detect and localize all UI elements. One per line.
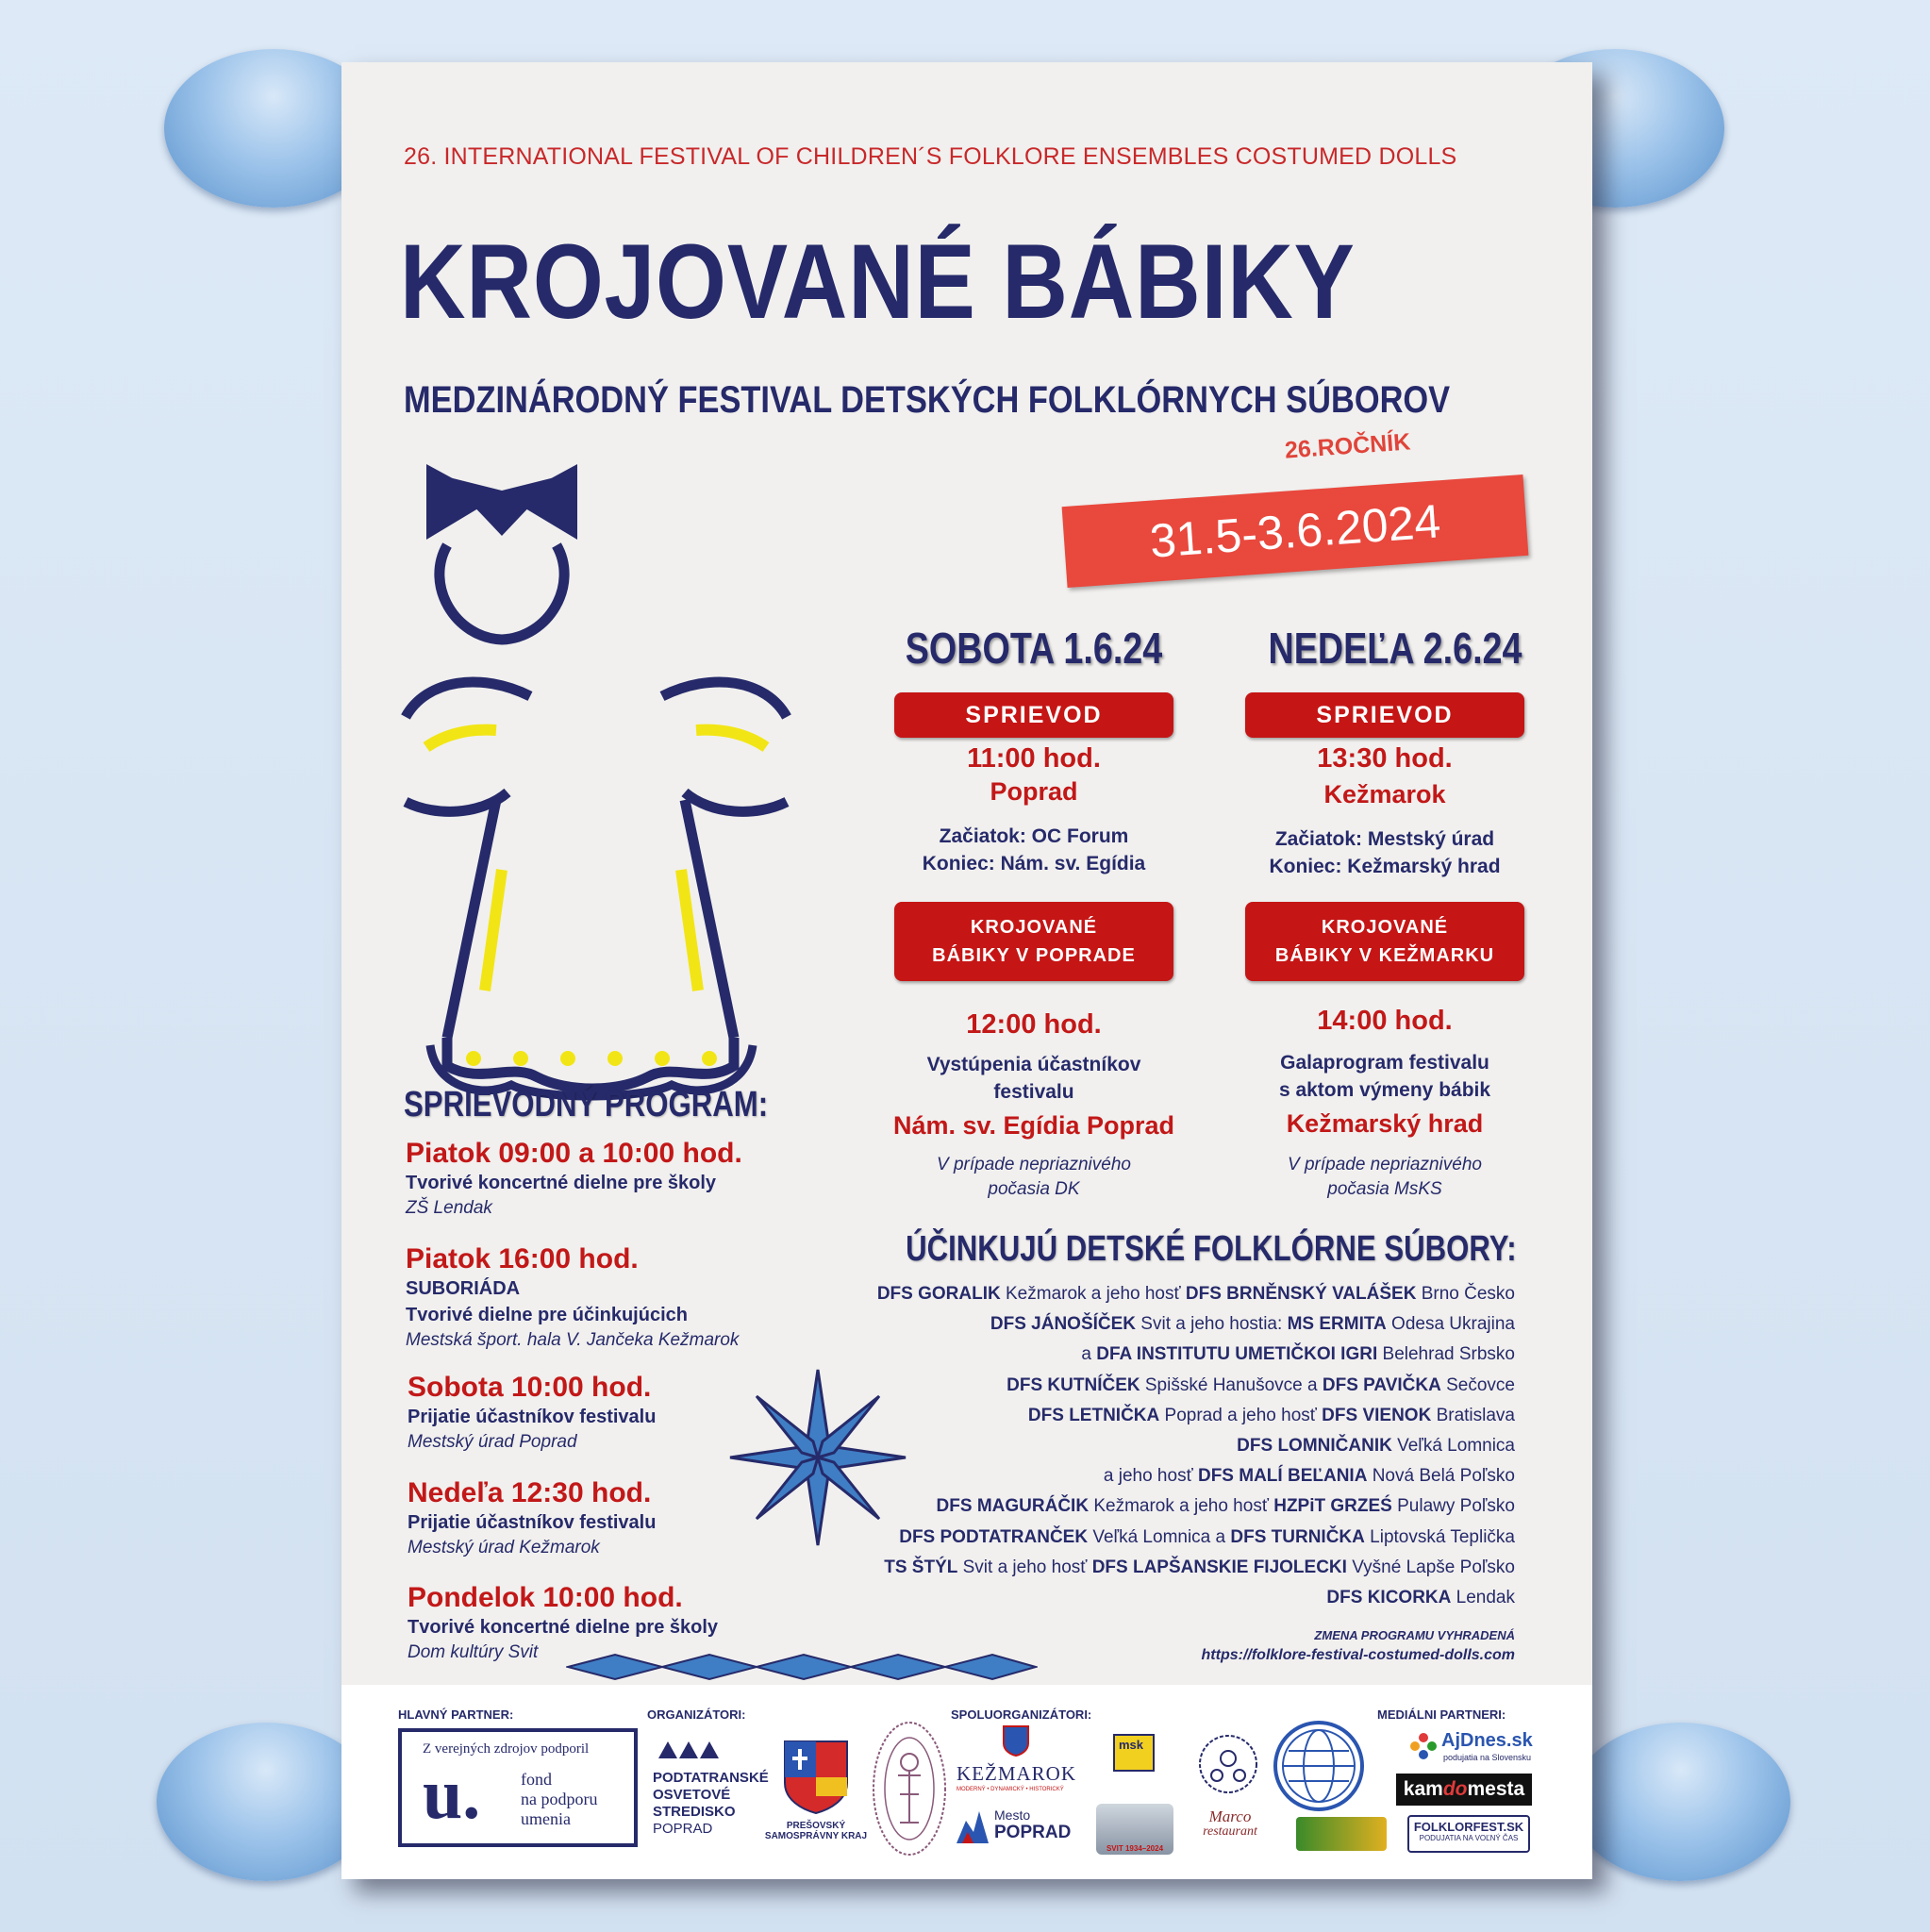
ensemble-name: MS ERMITA (1287, 1314, 1387, 1335)
poprad-logo-mark (955, 1807, 990, 1845)
poster-title: KROJOVANÉ BÁBIKY (400, 223, 1356, 341)
folklorfest-name: FOLKLORFEST.SK (1413, 1820, 1524, 1834)
ensemble-line (877, 1340, 1515, 1370)
event-label-line-1: KROJOVANÉ (970, 917, 1098, 938)
svit-logo (1096, 1804, 1173, 1855)
media-partners-label: MEDIÁLNI PARTNERI: (1377, 1707, 1506, 1722)
ensemble-detail: Spišské Hanušovce a (1140, 1374, 1323, 1395)
presov-region-crest (783, 1740, 849, 1815)
pos-line-1: PODTATRANSKÉ (653, 1770, 769, 1786)
partners-strip (341, 1685, 1592, 1879)
fund-logo (398, 1728, 638, 1847)
ensemble-name: DFS JÁNOŠÍČEK (990, 1314, 1137, 1335)
ensemble-detail: Liptovská Teplička (1364, 1526, 1515, 1547)
parade-label-sunday: SPRIEVOD (1245, 692, 1524, 738)
ensemble-detail: Svit a jeho hosť (957, 1557, 1092, 1577)
ensemble-name: DFS BRNĚNSKÝ VALÁŠEK (1185, 1284, 1417, 1304)
fund-name-3: umenia (521, 1809, 571, 1828)
poprad-mesto-label: Mesto (994, 1807, 1031, 1823)
ensembles-heading: ÚČINKUJÚ DETSKÉ FOLKLÓRNE SÚBORY: (906, 1229, 1517, 1269)
ensemble-detail: Lendak (1451, 1588, 1515, 1608)
folklore-seal-logo (870, 1719, 949, 1858)
side-program-place: ZŠ Lendak (406, 1198, 492, 1218)
side-program-text: Tvorivé koncertné dielne pre školy (406, 1173, 717, 1193)
weather-note-sunday-2: počasia MsKS (1327, 1179, 1442, 1199)
side-program-text: Prijatie účastníkov festivalu (408, 1407, 657, 1427)
kezmarok-tagline: MODERNÝ • DYNAMICKÝ • HISTORICKÝ (957, 1787, 1064, 1792)
event-desc-sunday-1: Galaprogram festivalu (1280, 1052, 1489, 1074)
poprad-name: POPRAD (994, 1823, 1072, 1842)
ensembles-list (877, 1279, 1515, 1613)
ensemble-detail: Svit a jeho hostia: (1136, 1314, 1288, 1335)
ensemble-name: DFS KUTNÍČEK (1007, 1374, 1140, 1395)
side-program-time: Piatok 09:00 a 10:00 hod. (406, 1138, 742, 1169)
diamond-border (566, 1653, 1038, 1681)
fund-name-1: fond (521, 1770, 552, 1789)
ajdnes-logo: AjDnes.sk (1441, 1730, 1533, 1751)
ensemble-name: DFS LETNIČKA (1027, 1405, 1160, 1425)
marco-name: Marco (1208, 1807, 1252, 1825)
event-place-saturday: Nám. sv. Egídia Poprad (892, 1111, 1175, 1140)
ensemble-detail: Kežmarok a jeho hosť (1089, 1496, 1274, 1517)
ensemble-name: DFS LAPŠANSKIE FIJOLECKI (1091, 1557, 1347, 1577)
pos-line-2: OSVETOVÉ (653, 1787, 731, 1803)
pos-line-3: STREDISKO (653, 1804, 736, 1820)
ensemble-line (877, 1309, 1515, 1340)
spinning-top-logo (1189, 1724, 1268, 1804)
ensemble-name: DFA INSTITUTU UMETIČKOI IGRI (1096, 1344, 1378, 1365)
parade-start-sunday: Začiatok: Mestský úrad (1274, 828, 1495, 850)
side-program-time: Nedeľa 12:30 hod. (408, 1477, 652, 1508)
ensemble-detail: a (1081, 1344, 1097, 1365)
msk-logo (1113, 1734, 1155, 1772)
side-program-item (408, 1372, 656, 1455)
fund-letter: u. (423, 1755, 481, 1834)
festival-dates: 31.5-3.6.2024 (1062, 475, 1529, 588)
side-program-text: Prijatie účastníkov festivalu (408, 1512, 657, 1533)
event-label-line-2: BÁBIKY V KEŽMARKU (1274, 945, 1495, 966)
side-program-item (406, 1243, 739, 1353)
ensemble-name: DFS VIENOK (1322, 1405, 1432, 1425)
ensemble-name: DFS PAVIČKA (1322, 1374, 1441, 1395)
ensemble-detail: Belehrad Srbsko (1377, 1344, 1515, 1365)
weather-note-sunday-1: V prípade nepriaznivého (1288, 1155, 1482, 1174)
kam-text-3: mesta (1467, 1778, 1525, 1800)
parade-end-saturday: Koniec: Nám. sv. Egídia (922, 853, 1146, 874)
side-program-heading: SPRIEVODNÝ PROGRAM: (404, 1085, 769, 1124)
ensemble-name: DFS LOMNIČANIK (1237, 1436, 1392, 1457)
side-program-place: Dom kultúry Svit (408, 1642, 539, 1662)
ensemble-detail: Brno Česko (1416, 1284, 1515, 1304)
doll-hem (447, 1038, 734, 1089)
day-heading-sunday: NEDEĽA 2.6.24 (1268, 624, 1522, 673)
event-desc-sunday-2: s aktom výmeny bábik (1278, 1079, 1491, 1101)
day-heading-saturday: SOBOTA 1.6.24 (905, 624, 1163, 673)
side-program-text-2: Tvorivé dielne pre účinkujúcich (406, 1305, 688, 1325)
parade-time-sunday: 13:30 hod. (1317, 743, 1453, 774)
event-label-line-1: KROJOVANÉ (1321, 917, 1449, 938)
svit-years: SVIT 1934–2024 (1106, 1844, 1164, 1853)
side-program-time: Sobota 10:00 hod. (408, 1372, 652, 1403)
event-time-sunday: 14:00 hod. (1317, 1006, 1453, 1036)
folklorfest-logo (1407, 1815, 1530, 1853)
side-program-text: Tvorivé koncertné dielne pre školy (408, 1617, 719, 1638)
pos-logo-text (653, 1770, 769, 1838)
weather-note-saturday-2: počasia DK (988, 1179, 1080, 1199)
weather-note-saturday-1: V prípade nepriaznivého (937, 1155, 1131, 1174)
english-title-line: 26. INTERNATIONAL FESTIVAL OF CHILDREN´S FOLKLORE ENSEMBLES COSTUMED DOLLS (404, 143, 1457, 170)
fund-name-2: na podporu (521, 1790, 598, 1808)
pos-line-4: POPRAD (653, 1821, 713, 1837)
festival-url[interactable]: https://folklore-festival-costumed-dolls.com (1201, 1647, 1515, 1663)
folklorfest-sub: PODUJATIA NA VOĽNÝ ČAS (1419, 1834, 1519, 1842)
ajdnes-logo-mark (1409, 1732, 1438, 1760)
event-place-sunday: Kežmarský hrad (1286, 1109, 1484, 1138)
ensemble-detail: Veľká Lomnica a (1088, 1526, 1231, 1547)
ensemble-line (877, 1461, 1515, 1491)
msk-text: msk (1119, 1738, 1144, 1752)
side-program-place: Mestský úrad Kežmarok (408, 1538, 600, 1557)
ajdnes-sub: podujatia na Slovensku (1443, 1753, 1532, 1762)
fund-top-text: Z verejných zdrojov podporil (423, 1741, 590, 1757)
festival-poster (341, 62, 1592, 1879)
side-program-text: SUBORIÁDA (406, 1278, 521, 1299)
side-program-place: Mestská šport. hala V. Jančeka Kežmarok (406, 1330, 740, 1350)
kamdomesta-logo (1396, 1774, 1532, 1806)
doll-right-arm (662, 682, 787, 717)
studnicka-logo (1296, 1817, 1387, 1851)
event-desc-saturday-2: festivalu (993, 1081, 1074, 1103)
kraj-line-1: PREŠOVSKÝ (786, 1821, 846, 1831)
ensemble-line (877, 1371, 1515, 1401)
ensemble-name: DFS MALÍ BEĽANIA (1197, 1466, 1368, 1487)
ensemble-name: DFS MAGURÁČIK (936, 1496, 1090, 1517)
side-program-time: Pondelok 10:00 hod. (408, 1582, 683, 1613)
ensemble-detail: Sečovce (1440, 1374, 1515, 1395)
parade-start-saturday: Začiatok: OC Forum (939, 825, 1129, 847)
ensemble-name: DFS GORALIK (876, 1284, 1001, 1304)
ensemble-line (877, 1401, 1515, 1431)
doll-left-arm (406, 682, 530, 717)
doll-head (440, 545, 564, 640)
event-label-sunday (1245, 902, 1524, 981)
ensemble-name: DFS KICORKA (1326, 1588, 1452, 1608)
event-label-saturday (894, 902, 1173, 981)
edition-label: 26.ROČNÍK (1284, 428, 1412, 464)
parade-city-sunday: Kežmarok (1323, 780, 1446, 808)
ensemble-detail: Veľká Lomnica (1391, 1436, 1515, 1457)
main-partner-label: HLAVNÝ PARTNER: (398, 1707, 514, 1722)
kezmarok-logo: KEŽMAROK (957, 1762, 1076, 1785)
ensemble-detail: Pulawy Poľsko (1391, 1496, 1515, 1517)
ensemble-detail: Vyšné Lapše Poľsko (1346, 1557, 1515, 1577)
ensemble-detail: Bratislava (1431, 1405, 1515, 1425)
event-label-line-2: BÁBIKY V POPRADE (932, 945, 1136, 966)
marco-restaurant-logo (1190, 1809, 1270, 1840)
globe-10-logo (1272, 1719, 1366, 1813)
ensemble-line (877, 1553, 1515, 1583)
doll-illustration (398, 462, 813, 1104)
doll-dress-left (447, 800, 496, 1038)
coorganizers-label: SPOLUORGANIZÁTORI: (951, 1707, 1092, 1722)
kezmarok-crest (1002, 1724, 1030, 1757)
side-program-place: Mestský úrad Poprad (408, 1432, 577, 1452)
kraj-line-2: SAMOSPRÁVNY KRAJ (764, 1831, 868, 1841)
ensemble-detail: a jeho hosť (1103, 1466, 1198, 1487)
parade-time-saturday: 11:00 hod. (967, 743, 1101, 774)
parade-end-sunday: Koniec: Kežmarský hrad (1269, 856, 1501, 877)
ensemble-name: TS ŠTÝL (884, 1557, 958, 1577)
poster-subtitle: MEDZINÁRODNÝ FESTIVAL DETSKÝCH FOLKLÓRNYCH SÚBOROV (404, 379, 1451, 421)
event-desc-saturday-1: Vystúpenia účastníkov (926, 1054, 1141, 1075)
organizers-label: ORGANIZÁTORI: (647, 1707, 746, 1722)
ensemble-line (877, 1583, 1515, 1613)
ensemble-detail: Nová Belá Poľsko (1367, 1466, 1515, 1487)
pin-bottom-right (1572, 1723, 1790, 1881)
program-change-note: ZMENA PROGRAMU VYHRADENÁ (1314, 1628, 1515, 1642)
ensemble-name: DFS PODTATRANČEK (899, 1526, 1089, 1547)
ensemble-detail: Odesa Ukrajina (1386, 1314, 1515, 1335)
ensemble-name: HZPiT GRZEŚ (1273, 1496, 1392, 1517)
side-program-item (408, 1477, 656, 1560)
parade-label-saturday: SPRIEVOD (894, 692, 1173, 738)
pos-logo-mark (658, 1740, 719, 1760)
parade-city-saturday: Poprad (990, 777, 1078, 806)
ensemble-detail: Kežmarok a jeho hosť (1000, 1284, 1186, 1304)
ensemble-line (877, 1491, 1515, 1522)
ensemble-line (877, 1523, 1515, 1553)
marco-sub: restaurant (1203, 1824, 1257, 1839)
kam-text-2: do (1442, 1778, 1468, 1800)
ensemble-name: DFS TURNIČKA (1230, 1526, 1365, 1547)
ensemble-detail: Poprad a jeho hosť (1159, 1405, 1323, 1425)
side-program-time: Piatok 16:00 hod. (406, 1243, 639, 1274)
ensemble-line (877, 1431, 1515, 1461)
kam-text-1: kam (1403, 1778, 1443, 1800)
ensemble-line (877, 1279, 1515, 1309)
side-program-item (406, 1138, 742, 1221)
event-time-saturday: 12:00 hod. (966, 1009, 1102, 1040)
presov-region-text (758, 1821, 873, 1841)
